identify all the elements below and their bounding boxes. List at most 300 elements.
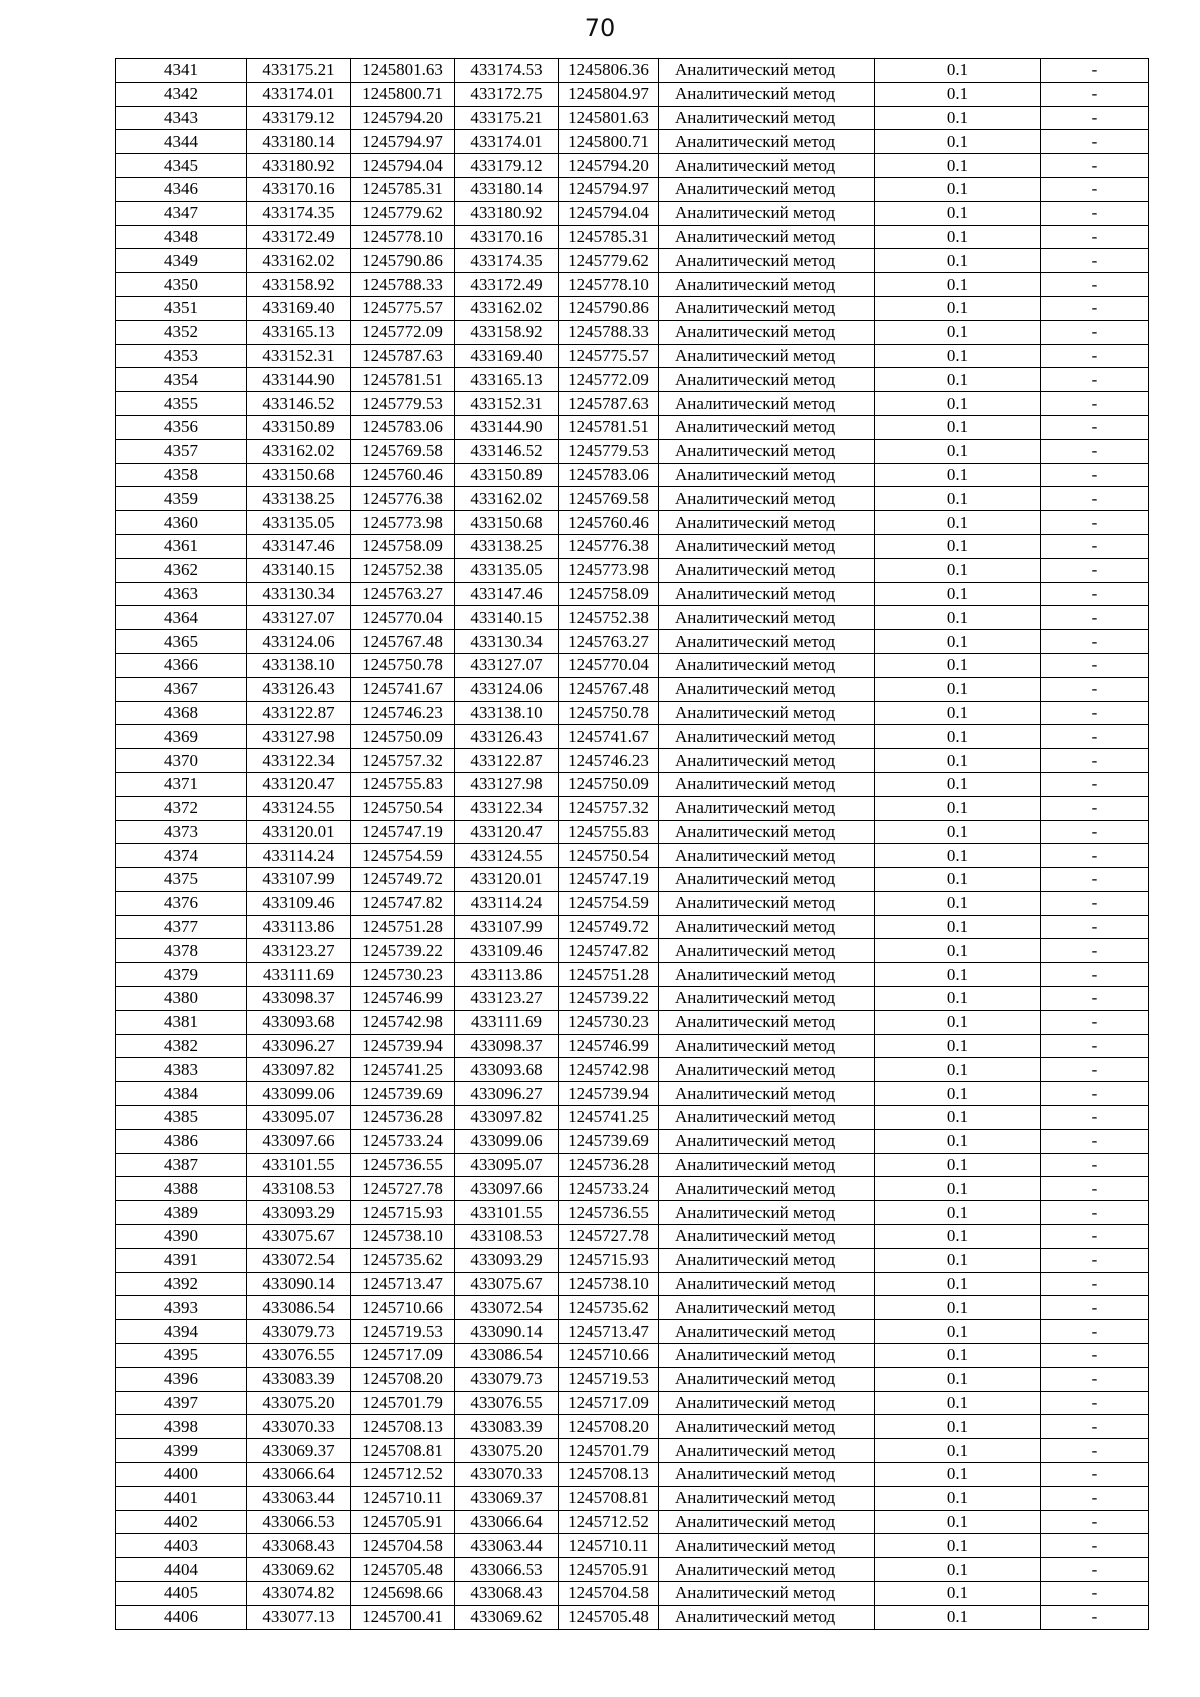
table-row — [116, 415, 1149, 439]
note-cell: - — [1041, 1272, 1149, 1296]
y-end-cell: 1245738.10 — [559, 1272, 659, 1296]
x-end-cell: 433070.33 — [455, 1463, 559, 1487]
y-end-cell: 1245794.20 — [559, 154, 659, 178]
y-start-cell: 1245752.38 — [351, 558, 455, 582]
x-start-cell: 433165.13 — [247, 320, 351, 344]
x-start-cell: 433174.35 — [247, 201, 351, 225]
note-cell: - — [1041, 1486, 1149, 1510]
method-cell: Аналитический метод — [659, 201, 875, 225]
point-number-cell: 4380 — [116, 987, 247, 1011]
y-end-cell: 1245773.98 — [559, 558, 659, 582]
point-number-cell: 4360 — [116, 511, 247, 535]
y-end-cell: 1245755.83 — [559, 820, 659, 844]
table-row — [116, 296, 1149, 320]
x-start-cell: 433169.40 — [247, 296, 351, 320]
note-cell: - — [1041, 201, 1149, 225]
x-start-cell: 433063.44 — [247, 1486, 351, 1510]
x-end-cell: 433111.69 — [455, 1010, 559, 1034]
x-start-cell: 433138.10 — [247, 653, 351, 677]
x-end-cell: 433135.05 — [455, 558, 559, 582]
method-cell: Аналитический метод — [659, 915, 875, 939]
x-start-cell: 433158.92 — [247, 273, 351, 297]
y-start-cell: 1245713.47 — [351, 1272, 455, 1296]
x-end-cell: 433122.87 — [455, 749, 559, 773]
point-number-cell: 4377 — [116, 915, 247, 939]
table-row — [116, 1058, 1149, 1082]
table-row — [116, 844, 1149, 868]
x-end-cell: 433147.46 — [455, 582, 559, 606]
x-end-cell: 433123.27 — [455, 987, 559, 1011]
note-cell: - — [1041, 368, 1149, 392]
method-cell: Аналитический метод — [659, 1558, 875, 1582]
x-end-cell: 433162.02 — [455, 487, 559, 511]
accuracy-cell: 0.1 — [875, 1201, 1041, 1225]
y-start-cell: 1245801.63 — [351, 59, 455, 83]
point-number-cell: 4384 — [116, 1082, 247, 1106]
accuracy-cell: 0.1 — [875, 439, 1041, 463]
y-end-cell: 1245736.28 — [559, 1153, 659, 1177]
point-number-cell: 4342 — [116, 82, 247, 106]
table-row — [116, 225, 1149, 249]
method-cell: Аналитический метод — [659, 1486, 875, 1510]
point-number-cell: 4357 — [116, 439, 247, 463]
y-end-cell: 1245772.09 — [559, 368, 659, 392]
point-number-cell: 4343 — [116, 106, 247, 130]
note-cell: - — [1041, 1534, 1149, 1558]
method-cell: Аналитический метод — [659, 653, 875, 677]
note-cell: - — [1041, 963, 1149, 987]
y-end-cell: 1245736.55 — [559, 1201, 659, 1225]
point-number-cell: 4393 — [116, 1296, 247, 1320]
x-end-cell: 433126.43 — [455, 725, 559, 749]
point-number-cell: 4397 — [116, 1391, 247, 1415]
y-end-cell: 1245746.23 — [559, 749, 659, 773]
method-cell: Аналитический метод — [659, 820, 875, 844]
x-end-cell: 433072.54 — [455, 1296, 559, 1320]
y-end-cell: 1245779.62 — [559, 249, 659, 273]
x-end-cell: 433162.02 — [455, 296, 559, 320]
x-start-cell: 433099.06 — [247, 1082, 351, 1106]
note-cell: - — [1041, 1463, 1149, 1487]
table-row — [116, 344, 1149, 368]
note-cell: - — [1041, 1225, 1149, 1249]
y-start-cell: 1245755.83 — [351, 772, 455, 796]
method-cell: Аналитический метод — [659, 868, 875, 892]
table-row — [116, 1415, 1149, 1439]
y-start-cell: 1245772.09 — [351, 320, 455, 344]
x-start-cell: 433072.54 — [247, 1248, 351, 1272]
table-row — [116, 749, 1149, 773]
y-start-cell: 1245749.72 — [351, 868, 455, 892]
y-end-cell: 1245727.78 — [559, 1225, 659, 1249]
method-cell: Аналитический метод — [659, 844, 875, 868]
x-start-cell: 433120.01 — [247, 820, 351, 844]
x-start-cell: 433138.25 — [247, 487, 351, 511]
y-end-cell: 1245763.27 — [559, 630, 659, 654]
method-cell: Аналитический метод — [659, 344, 875, 368]
method-cell: Аналитический метод — [659, 1248, 875, 1272]
x-start-cell: 433086.54 — [247, 1296, 351, 1320]
y-end-cell: 1245801.63 — [559, 106, 659, 130]
y-start-cell: 1245736.55 — [351, 1153, 455, 1177]
point-number-cell: 4392 — [116, 1272, 247, 1296]
y-start-cell: 1245715.93 — [351, 1201, 455, 1225]
point-number-cell: 4406 — [116, 1605, 247, 1629]
y-start-cell: 1245700.41 — [351, 1605, 455, 1629]
x-end-cell: 433165.13 — [455, 368, 559, 392]
x-end-cell: 433086.54 — [455, 1344, 559, 1368]
x-start-cell: 433130.34 — [247, 582, 351, 606]
point-number-cell: 4353 — [116, 344, 247, 368]
method-cell: Аналитический метод — [659, 82, 875, 106]
y-end-cell: 1245712.52 — [559, 1510, 659, 1534]
table-row — [116, 725, 1149, 749]
x-end-cell: 433150.89 — [455, 463, 559, 487]
point-number-cell: 4400 — [116, 1463, 247, 1487]
x-end-cell: 433138.10 — [455, 701, 559, 725]
x-start-cell: 433066.64 — [247, 1463, 351, 1487]
x-start-cell: 433076.55 — [247, 1344, 351, 1368]
table-row — [116, 463, 1149, 487]
table-row — [116, 677, 1149, 701]
table-row — [116, 1439, 1149, 1463]
y-start-cell: 1245708.81 — [351, 1439, 455, 1463]
method-cell: Аналитический метод — [659, 1582, 875, 1606]
y-start-cell: 1245788.33 — [351, 273, 455, 297]
method-cell: Аналитический метод — [659, 1058, 875, 1082]
accuracy-cell: 0.1 — [875, 868, 1041, 892]
table-row — [116, 1248, 1149, 1272]
note-cell: - — [1041, 463, 1149, 487]
note-cell: - — [1041, 772, 1149, 796]
point-number-cell: 4361 — [116, 534, 247, 558]
method-cell: Аналитический метод — [659, 130, 875, 154]
method-cell: Аналитический метод — [659, 939, 875, 963]
note-cell: - — [1041, 273, 1149, 297]
x-start-cell: 433180.14 — [247, 130, 351, 154]
point-number-cell: 4352 — [116, 320, 247, 344]
note-cell: - — [1041, 59, 1149, 83]
x-start-cell: 433108.53 — [247, 1177, 351, 1201]
point-number-cell: 4389 — [116, 1201, 247, 1225]
x-start-cell: 433150.89 — [247, 415, 351, 439]
table-row — [116, 701, 1149, 725]
y-end-cell: 1245757.32 — [559, 796, 659, 820]
note-cell: - — [1041, 1177, 1149, 1201]
y-end-cell: 1245806.36 — [559, 59, 659, 83]
accuracy-cell: 0.1 — [875, 844, 1041, 868]
accuracy-cell: 0.1 — [875, 225, 1041, 249]
x-start-cell: 433127.07 — [247, 606, 351, 630]
method-cell: Аналитический метод — [659, 249, 875, 273]
y-start-cell: 1245739.69 — [351, 1082, 455, 1106]
y-end-cell: 1245708.13 — [559, 1463, 659, 1487]
y-end-cell: 1245710.11 — [559, 1534, 659, 1558]
y-start-cell: 1245776.38 — [351, 487, 455, 511]
method-cell: Аналитический метод — [659, 558, 875, 582]
accuracy-cell: 0.1 — [875, 701, 1041, 725]
x-end-cell: 433120.01 — [455, 868, 559, 892]
x-end-cell: 433180.92 — [455, 201, 559, 225]
note-cell: - — [1041, 154, 1149, 178]
y-end-cell: 1245705.48 — [559, 1605, 659, 1629]
point-number-cell: 4341 — [116, 59, 247, 83]
accuracy-cell: 0.1 — [875, 749, 1041, 773]
accuracy-cell: 0.1 — [875, 368, 1041, 392]
table-row — [116, 1510, 1149, 1534]
y-end-cell: 1245739.22 — [559, 987, 659, 1011]
y-start-cell: 1245733.24 — [351, 1129, 455, 1153]
y-end-cell: 1245733.24 — [559, 1177, 659, 1201]
y-start-cell: 1245750.54 — [351, 796, 455, 820]
method-cell: Аналитический метод — [659, 154, 875, 178]
method-cell: Аналитический метод — [659, 225, 875, 249]
method-cell: Аналитический метод — [659, 1463, 875, 1487]
y-start-cell: 1245730.23 — [351, 963, 455, 987]
method-cell: Аналитический метод — [659, 392, 875, 416]
table-row — [116, 558, 1149, 582]
y-end-cell: 1245735.62 — [559, 1296, 659, 1320]
x-start-cell: 433170.16 — [247, 177, 351, 201]
point-number-cell: 4395 — [116, 1344, 247, 1368]
y-start-cell: 1245701.79 — [351, 1391, 455, 1415]
y-start-cell: 1245767.48 — [351, 630, 455, 654]
x-start-cell: 433069.37 — [247, 1439, 351, 1463]
accuracy-cell: 0.1 — [875, 1225, 1041, 1249]
point-number-cell: 4364 — [116, 606, 247, 630]
y-end-cell: 1245741.67 — [559, 725, 659, 749]
point-number-cell: 4382 — [116, 1034, 247, 1058]
y-end-cell: 1245705.91 — [559, 1558, 659, 1582]
method-cell: Аналитический метод — [659, 534, 875, 558]
accuracy-cell: 0.1 — [875, 1486, 1041, 1510]
table-row — [116, 582, 1149, 606]
note-cell: - — [1041, 1439, 1149, 1463]
x-end-cell: 433099.06 — [455, 1129, 559, 1153]
point-number-cell: 4385 — [116, 1106, 247, 1130]
point-number-cell: 4398 — [116, 1415, 247, 1439]
method-cell: Аналитический метод — [659, 106, 875, 130]
y-end-cell: 1245794.97 — [559, 177, 659, 201]
y-end-cell: 1245788.33 — [559, 320, 659, 344]
method-cell: Аналитический метод — [659, 320, 875, 344]
note-cell: - — [1041, 1320, 1149, 1344]
accuracy-cell: 0.1 — [875, 1439, 1041, 1463]
note-cell: - — [1041, 1129, 1149, 1153]
note-cell: - — [1041, 82, 1149, 106]
y-start-cell: 1245717.09 — [351, 1344, 455, 1368]
y-end-cell: 1245750.54 — [559, 844, 659, 868]
x-start-cell: 433146.52 — [247, 392, 351, 416]
accuracy-cell: 0.1 — [875, 392, 1041, 416]
point-number-cell: 4370 — [116, 749, 247, 773]
method-cell: Аналитический метод — [659, 59, 875, 83]
accuracy-cell: 0.1 — [875, 963, 1041, 987]
table-row — [116, 1177, 1149, 1201]
point-number-cell: 4350 — [116, 273, 247, 297]
x-end-cell: 433109.46 — [455, 939, 559, 963]
y-start-cell: 1245751.28 — [351, 915, 455, 939]
x-end-cell: 433098.37 — [455, 1034, 559, 1058]
y-start-cell: 1245790.86 — [351, 249, 455, 273]
y-end-cell: 1245776.38 — [559, 534, 659, 558]
accuracy-cell: 0.1 — [875, 344, 1041, 368]
table-row — [116, 1225, 1149, 1249]
x-end-cell: 433175.21 — [455, 106, 559, 130]
accuracy-cell: 0.1 — [875, 1129, 1041, 1153]
x-end-cell: 433075.67 — [455, 1272, 559, 1296]
y-start-cell: 1245710.66 — [351, 1296, 455, 1320]
y-start-cell: 1245708.13 — [351, 1415, 455, 1439]
note-cell: - — [1041, 1296, 1149, 1320]
y-start-cell: 1245800.71 — [351, 82, 455, 106]
method-cell: Аналитический метод — [659, 1296, 875, 1320]
accuracy-cell: 0.1 — [875, 320, 1041, 344]
accuracy-cell: 0.1 — [875, 59, 1041, 83]
method-cell: Аналитический метод — [659, 1415, 875, 1439]
x-end-cell: 433107.99 — [455, 915, 559, 939]
x-end-cell: 433127.98 — [455, 772, 559, 796]
table-row — [116, 320, 1149, 344]
y-start-cell: 1245708.20 — [351, 1367, 455, 1391]
table-row — [116, 106, 1149, 130]
point-number-cell: 4374 — [116, 844, 247, 868]
note-cell: - — [1041, 1058, 1149, 1082]
y-start-cell: 1245785.31 — [351, 177, 455, 201]
point-number-cell: 4388 — [116, 1177, 247, 1201]
note-cell: - — [1041, 392, 1149, 416]
accuracy-cell: 0.1 — [875, 1010, 1041, 1034]
accuracy-cell: 0.1 — [875, 796, 1041, 820]
x-start-cell: 433101.55 — [247, 1153, 351, 1177]
table-row — [116, 1034, 1149, 1058]
table-row — [116, 1534, 1149, 1558]
table-row — [116, 487, 1149, 511]
y-end-cell: 1245719.53 — [559, 1367, 659, 1391]
point-number-cell: 4390 — [116, 1225, 247, 1249]
x-start-cell: 433109.46 — [247, 891, 351, 915]
accuracy-cell: 0.1 — [875, 154, 1041, 178]
accuracy-cell: 0.1 — [875, 249, 1041, 273]
y-start-cell: 1245739.22 — [351, 939, 455, 963]
note-cell: - — [1041, 487, 1149, 511]
table-row — [116, 1463, 1149, 1487]
x-end-cell: 433122.34 — [455, 796, 559, 820]
y-end-cell: 1245781.51 — [559, 415, 659, 439]
x-end-cell: 433075.20 — [455, 1439, 559, 1463]
table-row — [116, 868, 1149, 892]
point-number-cell: 4401 — [116, 1486, 247, 1510]
y-end-cell: 1245747.19 — [559, 868, 659, 892]
y-start-cell: 1245705.48 — [351, 1558, 455, 1582]
accuracy-cell: 0.1 — [875, 987, 1041, 1011]
accuracy-cell: 0.1 — [875, 1605, 1041, 1629]
x-start-cell: 433070.33 — [247, 1415, 351, 1439]
point-number-cell: 4403 — [116, 1534, 247, 1558]
accuracy-cell: 0.1 — [875, 130, 1041, 154]
x-start-cell: 433096.27 — [247, 1034, 351, 1058]
y-start-cell: 1245741.67 — [351, 677, 455, 701]
method-cell: Аналитический метод — [659, 177, 875, 201]
note-cell: - — [1041, 1201, 1149, 1225]
y-end-cell: 1245739.94 — [559, 1082, 659, 1106]
point-number-cell: 4405 — [116, 1582, 247, 1606]
table-row — [116, 1320, 1149, 1344]
table-row — [116, 1367, 1149, 1391]
x-end-cell: 433113.86 — [455, 963, 559, 987]
y-end-cell: 1245750.09 — [559, 772, 659, 796]
point-number-cell: 4362 — [116, 558, 247, 582]
note-cell: - — [1041, 606, 1149, 630]
note-cell: - — [1041, 415, 1149, 439]
point-number-cell: 4379 — [116, 963, 247, 987]
x-start-cell: 433135.05 — [247, 511, 351, 535]
x-end-cell: 433083.39 — [455, 1415, 559, 1439]
table-row — [116, 82, 1149, 106]
accuracy-cell: 0.1 — [875, 1510, 1041, 1534]
point-number-cell: 4346 — [116, 177, 247, 201]
y-start-cell: 1245742.98 — [351, 1010, 455, 1034]
y-start-cell: 1245775.57 — [351, 296, 455, 320]
method-cell: Аналитический метод — [659, 677, 875, 701]
x-end-cell: 433101.55 — [455, 1201, 559, 1225]
method-cell: Аналитический метод — [659, 1153, 875, 1177]
method-cell: Аналитический метод — [659, 1010, 875, 1034]
x-end-cell: 433097.66 — [455, 1177, 559, 1201]
y-start-cell: 1245741.25 — [351, 1058, 455, 1082]
point-number-cell: 4404 — [116, 1558, 247, 1582]
x-end-cell: 433124.55 — [455, 844, 559, 868]
accuracy-cell: 0.1 — [875, 606, 1041, 630]
table-row — [116, 1272, 1149, 1296]
table-row — [116, 1296, 1149, 1320]
x-start-cell: 433172.49 — [247, 225, 351, 249]
table-row — [116, 963, 1149, 987]
x-start-cell: 433162.02 — [247, 439, 351, 463]
y-start-cell: 1245769.58 — [351, 439, 455, 463]
point-number-cell: 4375 — [116, 868, 247, 892]
table-row — [116, 796, 1149, 820]
x-end-cell: 433127.07 — [455, 653, 559, 677]
x-start-cell: 433083.39 — [247, 1367, 351, 1391]
point-number-cell: 4368 — [116, 701, 247, 725]
x-end-cell: 433076.55 — [455, 1391, 559, 1415]
accuracy-cell: 0.1 — [875, 273, 1041, 297]
x-start-cell: 433075.67 — [247, 1225, 351, 1249]
y-start-cell: 1245757.32 — [351, 749, 455, 773]
point-number-cell: 4373 — [116, 820, 247, 844]
note-cell: - — [1041, 653, 1149, 677]
point-number-cell: 4366 — [116, 653, 247, 677]
method-cell: Аналитический метод — [659, 1129, 875, 1153]
note-cell: - — [1041, 915, 1149, 939]
x-start-cell: 433093.68 — [247, 1010, 351, 1034]
x-end-cell: 433172.49 — [455, 273, 559, 297]
accuracy-cell: 0.1 — [875, 534, 1041, 558]
note-cell: - — [1041, 296, 1149, 320]
y-start-cell: 1245763.27 — [351, 582, 455, 606]
y-start-cell: 1245747.19 — [351, 820, 455, 844]
coordinates-table — [115, 58, 1149, 1630]
accuracy-cell: 0.1 — [875, 1582, 1041, 1606]
method-cell: Аналитический метод — [659, 1510, 875, 1534]
method-cell: Аналитический метод — [659, 1320, 875, 1344]
accuracy-cell: 0.1 — [875, 677, 1041, 701]
y-start-cell: 1245760.46 — [351, 463, 455, 487]
x-start-cell: 433123.27 — [247, 939, 351, 963]
x-start-cell: 433147.46 — [247, 534, 351, 558]
accuracy-cell: 0.1 — [875, 1344, 1041, 1368]
